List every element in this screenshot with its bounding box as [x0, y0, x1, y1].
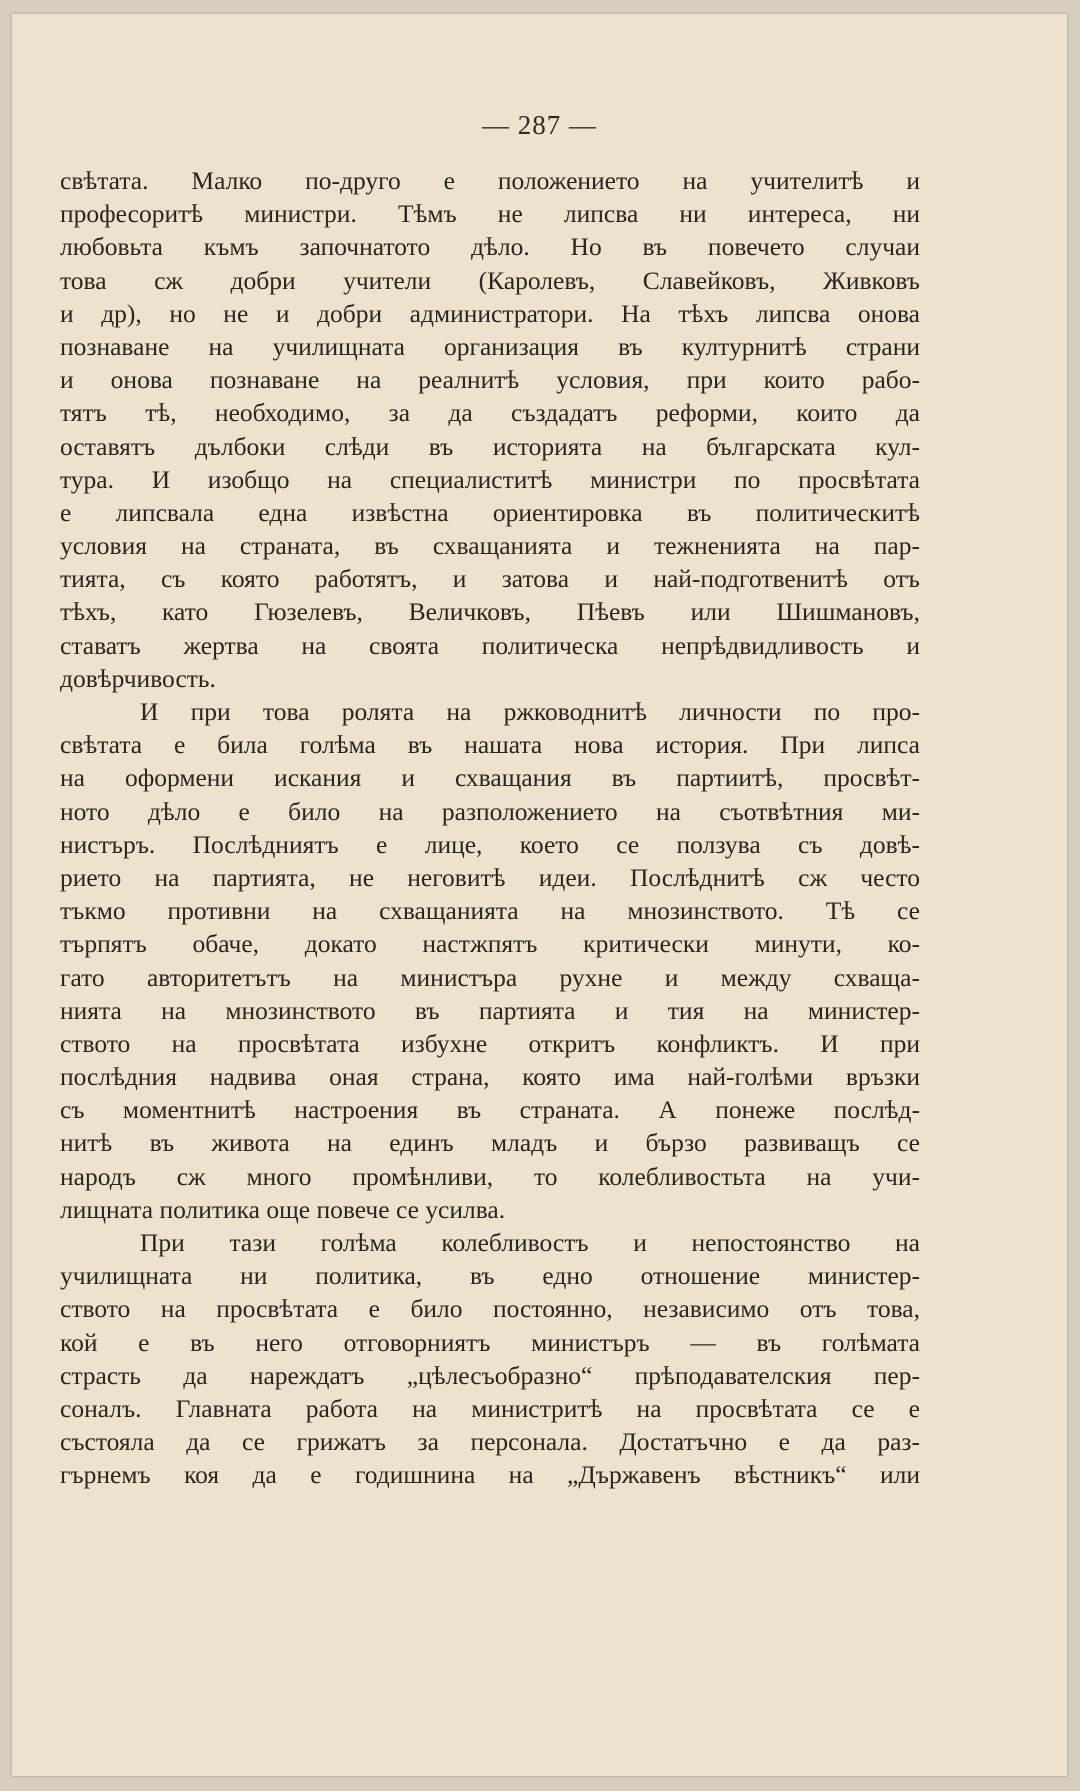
text-line: довѣрчивость.	[60, 663, 216, 693]
paragraph	[60, 695, 920, 1226]
text-line: това сж добри учители (Каролевъ, Славейковъ, Живковъ	[60, 265, 920, 295]
text-line: тятъ тѣ, необходимо, за да създадатъ реформи, които да	[60, 398, 920, 428]
text-line: оставятъ дълбоки слѣди въ историята на българската кул-	[60, 431, 920, 461]
text-line: кой е въ него отговорниятъ министъръ — въ голѣмата	[60, 1327, 920, 1357]
text-line: е липсвала една извѣстна ориентировка въ политическитѣ	[60, 497, 920, 527]
text-line: ството на просвѣтата е било постоянно, независимо отъ това,	[60, 1294, 920, 1324]
text-line: нията на мнозинството въ партията и тия на министер-	[60, 995, 920, 1025]
text-line: любовьта къмъ започнатото дѣло. Но въ повечето случаи	[60, 232, 920, 262]
text-line: тъкмо противни на схващанията на мнозинството. Тѣ се	[60, 896, 920, 926]
paragraph	[60, 164, 920, 695]
text-line: ставатъ жертва на своята политическа непрѣдвидливость и	[60, 630, 920, 660]
text-line: послѣдния надвива оная страна, която има най-голѣми връзки	[60, 1062, 920, 1092]
text-line: училищната ни политика, въ едно отношение министер-	[60, 1261, 920, 1291]
text-line: и онова познаване на реалнитѣ условия, при които рабо-	[60, 365, 920, 395]
text-line: нитѣ въ живота на единъ младъ и бързо развиващъ се	[60, 1128, 920, 1158]
text-line: рието на партията, не неговитѣ идеи. Послѣднитѣ сж често	[60, 862, 920, 892]
text-line: тура. И изобщо на специалиститѣ министри по просвѣтата	[60, 464, 920, 494]
text-line: народъ сж много промѣнливи, то колебливостьта на учи-	[60, 1161, 920, 1191]
book-page	[12, 14, 1067, 1776]
text-line: страсть да нареждатъ „цѣлесъобразно“ прѣподавателския пер-	[60, 1360, 920, 1390]
text-line: ството на просвѣтата избухне откритъ конфликтъ. И при	[60, 1028, 920, 1058]
text-line: лищната политика още повече се усилва.	[60, 1194, 506, 1224]
text-line: соналъ. Главната работа на министритѣ на просвѣтата се е	[60, 1393, 920, 1423]
text-line: условия на страната, въ схващанията и тежненията на пар-	[60, 531, 920, 561]
text-line: търпятъ обаче, докато настжпятъ критически минути, ко-	[60, 929, 920, 959]
text-line: и др), но не и добри администратори. На тѣхъ липсва онова	[60, 298, 920, 328]
text-line: свѣтата е била голѣма въ нашата нова история. При липса	[60, 730, 920, 760]
text-line: професоритѣ министри. Тѣмъ не липсва ни интереса, ни	[60, 199, 920, 229]
text-line: тѣхъ, като Гюзелевъ, Величковъ, Пѣевъ или Шишмановъ,	[60, 597, 920, 627]
text-line: нистъръ. Послѣдниятъ е лице, което се ползува съ довѣ-	[60, 829, 920, 859]
text-line: на оформени искания и схващания въ партиитѣ, просвѣт-	[60, 763, 920, 793]
text-line: При тази голѣма колебливостъ и непостоянство на	[140, 1228, 920, 1257]
page-number: — 287 —	[482, 110, 597, 140]
text-line: гърнемъ коя да е годишнина на „Държавенъ вѣстникъ“ или	[60, 1460, 920, 1490]
text-line: тията, съ която работятъ, и затова и най-подготвенитѣ отъ	[60, 564, 920, 594]
text-line: съ моментнитѣ настроения въ страната. А понеже послѣд-	[60, 1095, 920, 1125]
paragraph	[60, 1226, 920, 1492]
text-line: И при това ролята на ржководнитѣ личности по про-	[140, 697, 920, 726]
text-line: познаване на училищната организация въ културнитѣ страни	[60, 331, 920, 361]
text-line: свѣтата. Малко по-друго е положението на учителитѣ и	[60, 166, 920, 195]
body-text	[60, 164, 920, 1492]
text-line: състояла да се грижатъ за персонала. Достатъчно е да раз-	[60, 1427, 920, 1457]
text-line: гато авторитетътъ на министъра рухне и между схваща-	[60, 962, 920, 992]
text-line: ното дѣло е било на разположението на съотвѣтния ми-	[60, 796, 920, 826]
